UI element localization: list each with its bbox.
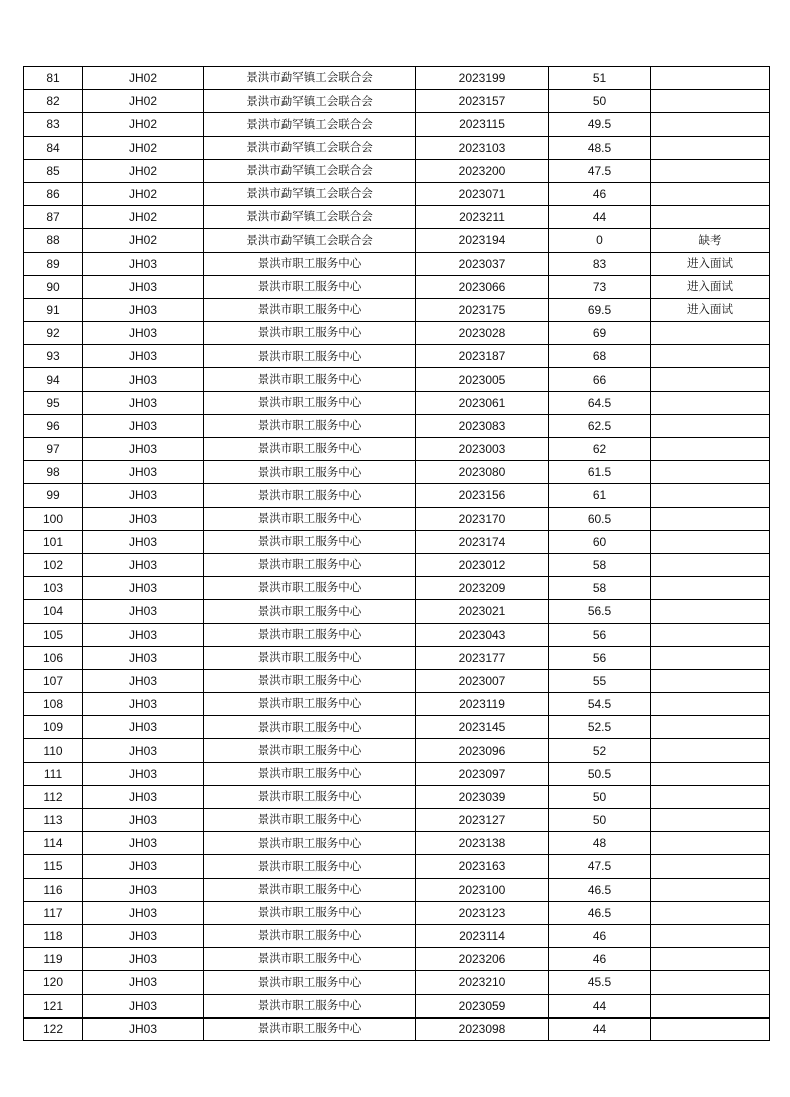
cell-note <box>651 785 770 808</box>
cell-no: 119 <box>24 948 83 971</box>
cell-exam-id: 2023037 <box>416 252 549 275</box>
cell-score: 83 <box>549 252 651 275</box>
cell-score: 45.5 <box>549 971 651 994</box>
cell-unit: 景洪市职工服务中心 <box>204 461 416 484</box>
table-row <box>24 484 770 507</box>
cell-post: JH03 <box>83 1018 204 1041</box>
cell-post: JH03 <box>83 739 204 762</box>
cell-no: 115 <box>24 855 83 878</box>
cell-note <box>651 90 770 113</box>
cell-score: 46 <box>549 182 651 205</box>
cell-no: 106 <box>24 646 83 669</box>
table-row <box>24 948 770 971</box>
cell-exam-id: 2023206 <box>416 948 549 971</box>
cell-score: 69 <box>549 322 651 345</box>
cell-note <box>651 623 770 646</box>
cell-note <box>651 484 770 507</box>
cell-score: 47.5 <box>549 159 651 182</box>
cell-unit: 景洪市职工服务中心 <box>204 762 416 785</box>
cell-exam-id: 2023115 <box>416 113 549 136</box>
cell-post: JH03 <box>83 438 204 461</box>
table-row <box>24 136 770 159</box>
table-row <box>24 855 770 878</box>
cell-no: 90 <box>24 275 83 298</box>
cell-post: JH03 <box>83 924 204 947</box>
cell-score: 56.5 <box>549 600 651 623</box>
cell-exam-id: 2023209 <box>416 577 549 600</box>
cell-no: 122 <box>24 1018 83 1041</box>
table-row <box>24 252 770 275</box>
table-row <box>24 693 770 716</box>
score-table <box>23 66 770 1041</box>
table-row <box>24 762 770 785</box>
cell-post: JH03 <box>83 275 204 298</box>
cell-unit: 景洪市职工服务中心 <box>204 530 416 553</box>
cell-note <box>651 414 770 437</box>
cell-unit: 景洪市职工服务中心 <box>204 785 416 808</box>
cell-unit: 景洪市职工服务中心 <box>204 553 416 576</box>
cell-score: 62.5 <box>549 414 651 437</box>
cell-unit: 景洪市职工服务中心 <box>204 507 416 530</box>
cell-score: 58 <box>549 577 651 600</box>
cell-note <box>651 924 770 947</box>
cell-unit: 景洪市职工服务中心 <box>204 252 416 275</box>
cell-post: JH03 <box>83 994 204 1018</box>
cell-score: 48.5 <box>549 136 651 159</box>
cell-note <box>651 113 770 136</box>
cell-post: JH03 <box>83 855 204 878</box>
cell-post: JH03 <box>83 298 204 321</box>
cell-unit: 景洪市职工服务中心 <box>204 391 416 414</box>
cell-note: 缺考 <box>651 229 770 252</box>
cell-unit: 景洪市职工服务中心 <box>204 600 416 623</box>
cell-note <box>651 809 770 832</box>
cell-note <box>651 530 770 553</box>
cell-note <box>651 669 770 692</box>
cell-no: 121 <box>24 994 83 1018</box>
cell-score: 56 <box>549 623 651 646</box>
cell-post: JH03 <box>83 832 204 855</box>
cell-post: JH03 <box>83 809 204 832</box>
cell-no: 87 <box>24 206 83 229</box>
cell-score: 52.5 <box>549 716 651 739</box>
cell-post: JH03 <box>83 391 204 414</box>
cell-no: 110 <box>24 739 83 762</box>
table-row <box>24 275 770 298</box>
cell-unit: 景洪市职工服务中心 <box>204 577 416 600</box>
cell-unit: 景洪市勐罕镇工会联合会 <box>204 136 416 159</box>
cell-exam-id: 2023174 <box>416 530 549 553</box>
cell-note: 进入面试 <box>651 298 770 321</box>
cell-no: 104 <box>24 600 83 623</box>
table-row <box>24 646 770 669</box>
table-row <box>24 832 770 855</box>
cell-no: 98 <box>24 461 83 484</box>
cell-score: 52 <box>549 739 651 762</box>
table-row <box>24 600 770 623</box>
cell-score: 44 <box>549 1018 651 1041</box>
cell-unit: 景洪市勐罕镇工会联合会 <box>204 182 416 205</box>
cell-note <box>651 948 770 971</box>
table-row <box>24 739 770 762</box>
cell-no: 94 <box>24 368 83 391</box>
cell-score: 49.5 <box>549 113 651 136</box>
cell-exam-id: 2023066 <box>416 275 549 298</box>
cell-note <box>651 971 770 994</box>
cell-post: JH02 <box>83 113 204 136</box>
cell-note <box>651 878 770 901</box>
cell-unit: 景洪市职工服务中心 <box>204 716 416 739</box>
cell-note <box>651 739 770 762</box>
table-row <box>24 67 770 90</box>
cell-unit: 景洪市勐罕镇工会联合会 <box>204 67 416 90</box>
cell-no: 89 <box>24 252 83 275</box>
cell-post: JH03 <box>83 322 204 345</box>
table-row <box>24 298 770 321</box>
cell-note <box>651 322 770 345</box>
cell-unit: 景洪市职工服务中心 <box>204 438 416 461</box>
cell-post: JH02 <box>83 90 204 113</box>
cell-unit: 景洪市职工服务中心 <box>204 948 416 971</box>
cell-exam-id: 2023170 <box>416 507 549 530</box>
cell-score: 64.5 <box>549 391 651 414</box>
cell-score: 46.5 <box>549 878 651 901</box>
cell-exam-id: 2023083 <box>416 414 549 437</box>
cell-score: 46 <box>549 924 651 947</box>
cell-unit: 景洪市职工服务中心 <box>204 971 416 994</box>
cell-post: JH02 <box>83 159 204 182</box>
cell-score: 44 <box>549 206 651 229</box>
cell-unit: 景洪市勐罕镇工会联合会 <box>204 90 416 113</box>
cell-no: 117 <box>24 901 83 924</box>
cell-unit: 景洪市职工服务中心 <box>204 669 416 692</box>
cell-no: 93 <box>24 345 83 368</box>
cell-note <box>651 368 770 391</box>
cell-unit: 景洪市职工服务中心 <box>204 623 416 646</box>
cell-score: 55 <box>549 669 651 692</box>
cell-note <box>651 577 770 600</box>
cell-exam-id: 2023012 <box>416 553 549 576</box>
cell-exam-id: 2023061 <box>416 391 549 414</box>
cell-no: 81 <box>24 67 83 90</box>
cell-post: JH03 <box>83 762 204 785</box>
cell-post: JH03 <box>83 971 204 994</box>
cell-unit: 景洪市职工服务中心 <box>204 855 416 878</box>
cell-post: JH03 <box>83 553 204 576</box>
cell-exam-id: 2023187 <box>416 345 549 368</box>
cell-post: JH03 <box>83 368 204 391</box>
cell-exam-id: 2023003 <box>416 438 549 461</box>
cell-post: JH03 <box>83 530 204 553</box>
cell-exam-id: 2023098 <box>416 1018 549 1041</box>
cell-note <box>651 67 770 90</box>
cell-no: 92 <box>24 322 83 345</box>
cell-score: 61 <box>549 484 651 507</box>
cell-unit: 景洪市职工服务中心 <box>204 298 416 321</box>
table-row <box>24 809 770 832</box>
cell-exam-id: 2023100 <box>416 878 549 901</box>
cell-no: 109 <box>24 716 83 739</box>
table-row <box>24 206 770 229</box>
cell-unit: 景洪市勐罕镇工会联合会 <box>204 229 416 252</box>
cell-score: 51 <box>549 67 651 90</box>
table-row <box>24 623 770 646</box>
cell-exam-id: 2023119 <box>416 693 549 716</box>
cell-score: 48 <box>549 832 651 855</box>
cell-unit: 景洪市职工服务中心 <box>204 322 416 345</box>
cell-post: JH02 <box>83 206 204 229</box>
cell-note <box>651 391 770 414</box>
cell-exam-id: 2023199 <box>416 67 549 90</box>
table-body <box>24 67 770 1041</box>
cell-exam-id: 2023114 <box>416 924 549 947</box>
table-row <box>24 159 770 182</box>
cell-exam-id: 2023123 <box>416 901 549 924</box>
cell-note <box>651 1018 770 1041</box>
cell-score: 73 <box>549 275 651 298</box>
cell-exam-id: 2023039 <box>416 785 549 808</box>
cell-note <box>651 182 770 205</box>
cell-exam-id: 2023138 <box>416 832 549 855</box>
cell-post: JH03 <box>83 693 204 716</box>
cell-unit: 景洪市职工服务中心 <box>204 646 416 669</box>
cell-no: 88 <box>24 229 83 252</box>
cell-no: 86 <box>24 182 83 205</box>
cell-note <box>651 994 770 1018</box>
cell-post: JH03 <box>83 948 204 971</box>
table-row <box>24 577 770 600</box>
cell-no: 100 <box>24 507 83 530</box>
cell-no: 99 <box>24 484 83 507</box>
cell-post: JH03 <box>83 577 204 600</box>
cell-note: 进入面试 <box>651 275 770 298</box>
cell-no: 95 <box>24 391 83 414</box>
table-row <box>24 901 770 924</box>
cell-note <box>651 507 770 530</box>
cell-exam-id: 2023194 <box>416 229 549 252</box>
cell-no: 102 <box>24 553 83 576</box>
cell-post: JH02 <box>83 229 204 252</box>
cell-note <box>651 693 770 716</box>
cell-unit: 景洪市职工服务中心 <box>204 484 416 507</box>
cell-no: 108 <box>24 693 83 716</box>
cell-post: JH03 <box>83 716 204 739</box>
cell-score: 69.5 <box>549 298 651 321</box>
cell-no: 84 <box>24 136 83 159</box>
cell-no: 116 <box>24 878 83 901</box>
cell-no: 97 <box>24 438 83 461</box>
cell-no: 107 <box>24 669 83 692</box>
cell-score: 61.5 <box>549 461 651 484</box>
cell-score: 62 <box>549 438 651 461</box>
cell-note <box>651 716 770 739</box>
cell-score: 60 <box>549 530 651 553</box>
table-row <box>24 507 770 530</box>
cell-unit: 景洪市职工服务中心 <box>204 414 416 437</box>
cell-exam-id: 2023043 <box>416 623 549 646</box>
cell-no: 101 <box>24 530 83 553</box>
cell-note <box>651 136 770 159</box>
cell-note <box>651 855 770 878</box>
cell-exam-id: 2023156 <box>416 484 549 507</box>
cell-unit: 景洪市职工服务中心 <box>204 924 416 947</box>
cell-unit: 景洪市职工服务中心 <box>204 739 416 762</box>
table-row <box>24 1018 770 1041</box>
cell-post: JH03 <box>83 901 204 924</box>
table-row <box>24 229 770 252</box>
cell-post: JH02 <box>83 136 204 159</box>
cell-unit: 景洪市职工服务中心 <box>204 368 416 391</box>
cell-post: JH03 <box>83 345 204 368</box>
cell-unit: 景洪市职工服务中心 <box>204 275 416 298</box>
table-row <box>24 322 770 345</box>
cell-note <box>651 206 770 229</box>
table-row <box>24 553 770 576</box>
cell-unit: 景洪市职工服务中心 <box>204 1018 416 1041</box>
cell-unit: 景洪市勐罕镇工会联合会 <box>204 206 416 229</box>
cell-unit: 景洪市职工服务中心 <box>204 832 416 855</box>
cell-note <box>651 646 770 669</box>
cell-unit: 景洪市职工服务中心 <box>204 994 416 1018</box>
cell-note <box>651 438 770 461</box>
cell-score: 47.5 <box>549 855 651 878</box>
table-row <box>24 716 770 739</box>
cell-no: 114 <box>24 832 83 855</box>
cell-exam-id: 2023157 <box>416 90 549 113</box>
cell-score: 50.5 <box>549 762 651 785</box>
cell-exam-id: 2023007 <box>416 669 549 692</box>
cell-note <box>651 600 770 623</box>
cell-no: 120 <box>24 971 83 994</box>
cell-score: 66 <box>549 368 651 391</box>
cell-post: JH02 <box>83 182 204 205</box>
cell-post: JH03 <box>83 878 204 901</box>
cell-no: 118 <box>24 924 83 947</box>
cell-exam-id: 2023005 <box>416 368 549 391</box>
table-row <box>24 924 770 947</box>
cell-post: JH03 <box>83 461 204 484</box>
cell-unit: 景洪市职工服务中心 <box>204 901 416 924</box>
table-row <box>24 461 770 484</box>
cell-exam-id: 2023145 <box>416 716 549 739</box>
cell-no: 105 <box>24 623 83 646</box>
cell-post: JH02 <box>83 67 204 90</box>
cell-note <box>651 762 770 785</box>
cell-exam-id: 2023071 <box>416 182 549 205</box>
cell-exam-id: 2023200 <box>416 159 549 182</box>
table-row <box>24 90 770 113</box>
cell-unit: 景洪市勐罕镇工会联合会 <box>204 113 416 136</box>
cell-note <box>651 553 770 576</box>
cell-note <box>651 832 770 855</box>
cell-no: 113 <box>24 809 83 832</box>
table-row <box>24 971 770 994</box>
cell-exam-id: 2023127 <box>416 809 549 832</box>
cell-note: 进入面试 <box>651 252 770 275</box>
cell-no: 103 <box>24 577 83 600</box>
cell-score: 68 <box>549 345 651 368</box>
cell-exam-id: 2023211 <box>416 206 549 229</box>
cell-note <box>651 159 770 182</box>
table-row <box>24 182 770 205</box>
cell-score: 46 <box>549 948 651 971</box>
cell-exam-id: 2023103 <box>416 136 549 159</box>
cell-post: JH03 <box>83 507 204 530</box>
cell-score: 60.5 <box>549 507 651 530</box>
table-row <box>24 368 770 391</box>
cell-score: 50 <box>549 785 651 808</box>
cell-score: 58 <box>549 553 651 576</box>
cell-unit: 景洪市职工服务中心 <box>204 809 416 832</box>
cell-no: 111 <box>24 762 83 785</box>
cell-score: 56 <box>549 646 651 669</box>
cell-no: 96 <box>24 414 83 437</box>
cell-post: JH03 <box>83 646 204 669</box>
cell-post: JH03 <box>83 414 204 437</box>
cell-exam-id: 2023080 <box>416 461 549 484</box>
table-row <box>24 785 770 808</box>
table-row <box>24 530 770 553</box>
cell-exam-id: 2023210 <box>416 971 549 994</box>
cell-score: 44 <box>549 994 651 1018</box>
cell-score: 0 <box>549 229 651 252</box>
cell-no: 85 <box>24 159 83 182</box>
table-row <box>24 345 770 368</box>
table-row <box>24 391 770 414</box>
cell-unit: 景洪市职工服务中心 <box>204 345 416 368</box>
cell-note <box>651 345 770 368</box>
cell-score: 50 <box>549 90 651 113</box>
cell-no: 91 <box>24 298 83 321</box>
cell-score: 50 <box>549 809 651 832</box>
table-row <box>24 113 770 136</box>
table-row <box>24 438 770 461</box>
cell-exam-id: 2023059 <box>416 994 549 1018</box>
cell-exam-id: 2023096 <box>416 739 549 762</box>
cell-exam-id: 2023175 <box>416 298 549 321</box>
cell-exam-id: 2023021 <box>416 600 549 623</box>
cell-no: 112 <box>24 785 83 808</box>
table-row <box>24 669 770 692</box>
cell-post: JH03 <box>83 484 204 507</box>
cell-no: 83 <box>24 113 83 136</box>
cell-exam-id: 2023028 <box>416 322 549 345</box>
cell-unit: 景洪市职工服务中心 <box>204 693 416 716</box>
cell-post: JH03 <box>83 785 204 808</box>
cell-note <box>651 901 770 924</box>
cell-post: JH03 <box>83 669 204 692</box>
table-row <box>24 878 770 901</box>
table-row <box>24 994 770 1018</box>
cell-note <box>651 461 770 484</box>
cell-unit: 景洪市职工服务中心 <box>204 878 416 901</box>
cell-exam-id: 2023177 <box>416 646 549 669</box>
cell-exam-id: 2023097 <box>416 762 549 785</box>
table-row <box>24 414 770 437</box>
cell-exam-id: 2023163 <box>416 855 549 878</box>
cell-score: 54.5 <box>549 693 651 716</box>
cell-post: JH03 <box>83 252 204 275</box>
cell-no: 82 <box>24 90 83 113</box>
cell-unit: 景洪市勐罕镇工会联合会 <box>204 159 416 182</box>
cell-post: JH03 <box>83 623 204 646</box>
cell-post: JH03 <box>83 600 204 623</box>
cell-score: 46.5 <box>549 901 651 924</box>
